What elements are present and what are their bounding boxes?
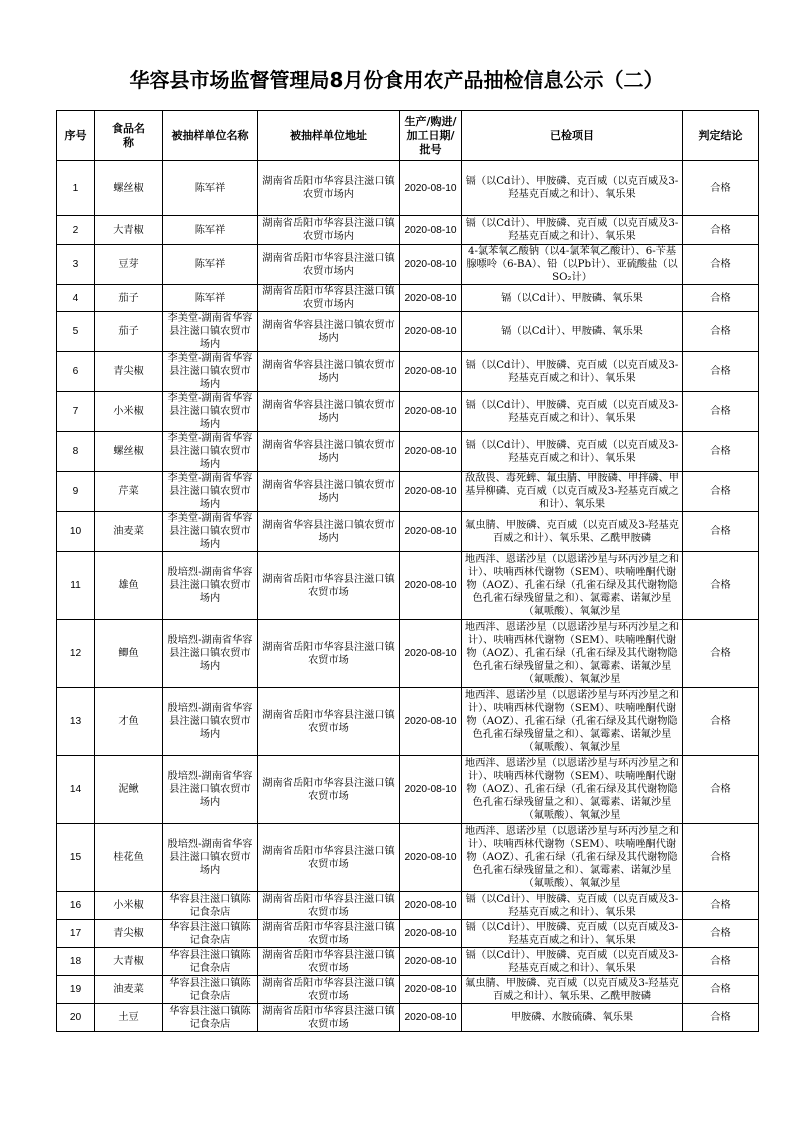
inspection-table (56, 110, 759, 1032)
cell-no: 9 (57, 472, 95, 512)
cell-food: 油麦菜 (95, 976, 163, 1004)
cell-items: 氟虫腈、甲胺磷、克百威（以克百威及3-羟基克百威之和计）、氧乐果、乙酰甲胺磷 (462, 512, 683, 552)
cell-items: 地西泮、恩诺沙星（以恩诺沙星与环丙沙星之和计）、呋喃西林代谢物（SEM）、呋喃唑酮代谢物（AOZ）、孔雀石绿（孔雀石绿及其代谢物隐色孔雀石绿残留量之和）、氯霉素、诺氟沙星（氟哌酸）、氧氟沙星 (462, 688, 683, 756)
cell-no: 15 (57, 824, 95, 892)
table-row (57, 285, 759, 312)
cell-food: 茄子 (95, 312, 163, 352)
cell-no: 8 (57, 432, 95, 472)
cell-address: 湖南省岳阳市华容县注滋口镇农贸市场 (258, 756, 400, 824)
cell-food: 青尖椒 (95, 352, 163, 392)
cell-no: 6 (57, 352, 95, 392)
cell-items: 镉（以Cd计）、甲胺磷、克百威（以克百威及3-羟基克百威之和计）、氧乐果 (462, 216, 683, 245)
cell-address: 湖南省华容县注滋口镇农贸市场内 (258, 432, 400, 472)
header-address: 被抽样单位地址 (258, 111, 400, 161)
cell-food: 鲫鱼 (95, 620, 163, 688)
cell-food: 桂花鱼 (95, 824, 163, 892)
cell-result: 合格 (683, 1004, 759, 1032)
cell-date: 2020-08-10 (400, 216, 462, 245)
table-row (57, 472, 759, 512)
cell-items: 镉（以Cd计）、甲胺磷、克百威（以克百威及3-羟基克百威之和计）、氧乐果 (462, 892, 683, 920)
cell-no: 1 (57, 161, 95, 216)
cell-address: 湖南省岳阳市华容县注滋口镇农贸市场 (258, 892, 400, 920)
table-row (57, 756, 759, 824)
cell-date: 2020-08-10 (400, 948, 462, 976)
cell-address: 湖南省岳阳市华容县注滋口镇农贸市场 (258, 552, 400, 620)
table-row (57, 312, 759, 352)
cell-no: 5 (57, 312, 95, 352)
cell-result: 合格 (683, 161, 759, 216)
cell-address: 湖南省华容县注滋口镇农贸市场内 (258, 312, 400, 352)
cell-no: 17 (57, 920, 95, 948)
cell-address: 湖南省华容县注滋口镇农贸市场内 (258, 352, 400, 392)
cell-unit: 李美堂-湖南省华容县注滋口镇农贸市场内 (163, 352, 258, 392)
cell-unit: 陈军祥 (163, 161, 258, 216)
cell-no: 4 (57, 285, 95, 312)
cell-unit: 殷培烈-湖南省华容县注滋口镇农贸市场内 (163, 756, 258, 824)
table-row (57, 392, 759, 432)
cell-unit: 殷培烈-湖南省华容县注滋口镇农贸市场内 (163, 552, 258, 620)
cell-items: 地西泮、恩诺沙星（以恩诺沙星与环丙沙星之和计）、呋喃西林代谢物（SEM）、呋喃唑酮代谢物（AOZ）、孔雀石绿（孔雀石绿及其代谢物隐色孔雀石绿残留量之和）、氯霉素、诺氟沙星（氟哌酸）、氧氟沙星 (462, 756, 683, 824)
cell-address: 湖南省岳阳市华容县注滋口镇农贸市场内 (258, 245, 400, 285)
cell-date: 2020-08-10 (400, 512, 462, 552)
cell-date: 2020-08-10 (400, 620, 462, 688)
cell-date: 2020-08-10 (400, 756, 462, 824)
cell-items: 镉（以Cd计）、甲胺磷、克百威（以克百威及3-羟基克百威之和计）、氧乐果 (462, 392, 683, 432)
cell-date: 2020-08-10 (400, 392, 462, 432)
cell-food: 芹菜 (95, 472, 163, 512)
cell-unit: 殷培烈-湖南省华容县注滋口镇农贸市场内 (163, 688, 258, 756)
cell-food: 大青椒 (95, 216, 163, 245)
cell-result: 合格 (683, 892, 759, 920)
cell-address: 湖南省岳阳市华容县注滋口镇农贸市场内 (258, 216, 400, 245)
cell-unit: 殷培烈-湖南省华容县注滋口镇农贸市场内 (163, 824, 258, 892)
cell-no: 2 (57, 216, 95, 245)
cell-date: 2020-08-10 (400, 161, 462, 216)
cell-unit: 李美堂-湖南省华容县注滋口镇农贸市场内 (163, 312, 258, 352)
table-row (57, 432, 759, 472)
table-row (57, 352, 759, 392)
cell-food: 小米椒 (95, 892, 163, 920)
cell-no: 14 (57, 756, 95, 824)
cell-address: 湖南省岳阳市华容县注滋口镇农贸市场 (258, 688, 400, 756)
cell-food: 大青椒 (95, 948, 163, 976)
cell-date: 2020-08-10 (400, 245, 462, 285)
cell-address: 湖南省岳阳市华容县注滋口镇农贸市场 (258, 1004, 400, 1032)
cell-address: 湖南省华容县注滋口镇农贸市场内 (258, 392, 400, 432)
cell-food: 小米椒 (95, 392, 163, 432)
cell-address: 湖南省岳阳市华容县注滋口镇农贸市场 (258, 976, 400, 1004)
table-row (57, 920, 759, 948)
cell-no: 3 (57, 245, 95, 285)
cell-items: 镉（以Cd计）、甲胺磷、氧乐果 (462, 285, 683, 312)
header-date: 生产/购进/加工日期/批号 (400, 111, 462, 161)
cell-food: 螺丝椒 (95, 161, 163, 216)
cell-address: 湖南省岳阳市华容县注滋口镇农贸市场 (258, 920, 400, 948)
cell-unit: 华容县注滋口镇陈记食杂店 (163, 920, 258, 948)
cell-food: 土豆 (95, 1004, 163, 1032)
cell-address: 湖南省岳阳市华容县注滋口镇农贸市场内 (258, 285, 400, 312)
table-row (57, 688, 759, 756)
cell-date: 2020-08-10 (400, 976, 462, 1004)
cell-no: 12 (57, 620, 95, 688)
cell-food: 才鱼 (95, 688, 163, 756)
header-food: 食品名称 (95, 111, 163, 161)
cell-result: 合格 (683, 552, 759, 620)
header-no: 序号 (57, 111, 95, 161)
cell-items: 镉（以Cd计）、甲胺磷、克百威（以克百威及3-羟基克百威之和计）、氧乐果 (462, 948, 683, 976)
cell-items: 镉（以Cd计）、甲胺磷、氧乐果 (462, 312, 683, 352)
table-row (57, 552, 759, 620)
cell-date: 2020-08-10 (400, 352, 462, 392)
table-row (57, 216, 759, 245)
cell-unit: 华容县注滋口镇陈记食杂店 (163, 892, 258, 920)
cell-date: 2020-08-10 (400, 688, 462, 756)
cell-result: 合格 (683, 824, 759, 892)
cell-items: 地西泮、恩诺沙星（以恩诺沙星与环丙沙星之和计）、呋喃西林代谢物（SEM）、呋喃唑酮代谢物（AOZ）、孔雀石绿（孔雀石绿及其代谢物隐色孔雀石绿残留量之和）、氯霉素、诺氟沙星（氟哌酸）、氧氟沙星 (462, 552, 683, 620)
table-row (57, 824, 759, 892)
cell-no: 16 (57, 892, 95, 920)
cell-date: 2020-08-10 (400, 432, 462, 472)
cell-result: 合格 (683, 920, 759, 948)
cell-unit: 殷培烈-湖南省华容县注滋口镇农贸市场内 (163, 620, 258, 688)
cell-address: 湖南省华容县注滋口镇农贸市场内 (258, 512, 400, 552)
table-row (57, 512, 759, 552)
cell-unit: 李美堂-湖南省华容县注滋口镇农贸市场内 (163, 432, 258, 472)
cell-result: 合格 (683, 472, 759, 512)
cell-items: 甲胺磷、水胺硫磷、氧乐果 (462, 1004, 683, 1032)
cell-result: 合格 (683, 512, 759, 552)
header-result: 判定结论 (683, 111, 759, 161)
table-row (57, 976, 759, 1004)
cell-food: 豆芽 (95, 245, 163, 285)
cell-address: 湖南省岳阳市华容县注滋口镇农贸市场 (258, 948, 400, 976)
cell-no: 10 (57, 512, 95, 552)
cell-date: 2020-08-10 (400, 824, 462, 892)
cell-address: 湖南省岳阳市华容县注滋口镇农贸市场 (258, 824, 400, 892)
cell-result: 合格 (683, 976, 759, 1004)
cell-date: 2020-08-10 (400, 312, 462, 352)
cell-result: 合格 (683, 688, 759, 756)
page-title: 华容县市场监督管理局8月份食用农产品抽检信息公示（二） (129, 68, 664, 92)
cell-food: 螺丝椒 (95, 432, 163, 472)
table-row (57, 948, 759, 976)
header-row (57, 111, 759, 161)
cell-items: 镉（以Cd计）、甲胺磷、克百威（以克百威及3-羟基克百威之和计）、氧乐果 (462, 432, 683, 472)
cell-unit: 华容县注滋口镇陈记食杂店 (163, 948, 258, 976)
cell-items: 地西泮、恩诺沙星（以恩诺沙星与环丙沙星之和计）、呋喃西林代谢物（SEM）、呋喃唑酮代谢物（AOZ）、孔雀石绿（孔雀石绿及其代谢物隐色孔雀石绿残留量之和）、氯霉素、诺氟沙星（氟哌酸）、氧氟沙星 (462, 620, 683, 688)
cell-unit: 陈军祥 (163, 285, 258, 312)
cell-result: 合格 (683, 620, 759, 688)
cell-items: 氟虫腈、甲胺磷、克百威（以克百威及3-羟基克百威之和计）、氧乐果、乙酰甲胺磷 (462, 976, 683, 1004)
cell-date: 2020-08-10 (400, 1004, 462, 1032)
cell-date: 2020-08-10 (400, 472, 462, 512)
cell-result: 合格 (683, 352, 759, 392)
cell-items: 镉（以Cd计）、甲胺磷、克百威（以克百威及3-羟基克百威之和计）、氧乐果 (462, 161, 683, 216)
cell-items: 镉（以Cd计）、甲胺磷、克百威（以克百威及3-羟基克百威之和计）、氧乐果 (462, 352, 683, 392)
cell-items: 4-氯苯氧乙酸钠（以4-氯苯氧乙酸计）、6-苄基腺嘌呤（6-BA）、铅（以Pb计）、亚硫酸盐（以SO₂计） (462, 245, 683, 285)
cell-food: 雄鱼 (95, 552, 163, 620)
cell-date: 2020-08-10 (400, 285, 462, 312)
cell-result: 合格 (683, 948, 759, 976)
cell-no: 7 (57, 392, 95, 432)
table-row (57, 245, 759, 285)
cell-result: 合格 (683, 312, 759, 352)
cell-no: 13 (57, 688, 95, 756)
cell-address: 湖南省岳阳市华容县注滋口镇农贸市场 (258, 620, 400, 688)
cell-result: 合格 (683, 245, 759, 285)
cell-address: 湖南省岳阳市华容县注滋口镇农贸市场内 (258, 161, 400, 216)
cell-address: 湖南省华容县注滋口镇农贸市场内 (258, 472, 400, 512)
cell-date: 2020-08-10 (400, 920, 462, 948)
cell-food: 油麦菜 (95, 512, 163, 552)
cell-unit: 华容县注滋口镇陈记食杂店 (163, 1004, 258, 1032)
cell-result: 合格 (683, 432, 759, 472)
cell-no: 11 (57, 552, 95, 620)
table-row (57, 161, 759, 216)
header-unit: 被抽样单位名称 (163, 111, 258, 161)
cell-unit: 李美堂-湖南省华容县注滋口镇农贸市场内 (163, 512, 258, 552)
cell-food: 茄子 (95, 285, 163, 312)
cell-date: 2020-08-10 (400, 552, 462, 620)
cell-items: 敌敌畏、毒死蜱、氟虫腈、甲胺磷、甲拌磷、甲基异柳磷、克百威（以克百威及3-羟基克百威之和计）、氧乐果 (462, 472, 683, 512)
cell-unit: 华容县注滋口镇陈记食杂店 (163, 976, 258, 1004)
cell-unit: 李美堂-湖南省华容县注滋口镇农贸市场内 (163, 392, 258, 432)
cell-result: 合格 (683, 392, 759, 432)
cell-no: 18 (57, 948, 95, 976)
cell-result: 合格 (683, 285, 759, 312)
header-items: 已检项目 (462, 111, 683, 161)
cell-unit: 陈军祥 (163, 216, 258, 245)
table-row (57, 620, 759, 688)
cell-result: 合格 (683, 756, 759, 824)
cell-unit: 陈军祥 (163, 245, 258, 285)
cell-date: 2020-08-10 (400, 892, 462, 920)
cell-food: 青尖椒 (95, 920, 163, 948)
table-row (57, 1004, 759, 1032)
cell-food: 泥鳅 (95, 756, 163, 824)
cell-items: 地西泮、恩诺沙星（以恩诺沙星与环丙沙星之和计）、呋喃西林代谢物（SEM）、呋喃唑酮代谢物（AOZ）、孔雀石绿（孔雀石绿及其代谢物隐色孔雀石绿残留量之和）、氯霉素、诺氟沙星（氟哌酸）、氧氟沙星 (462, 824, 683, 892)
cell-no: 20 (57, 1004, 95, 1032)
table-row (57, 892, 759, 920)
cell-no: 19 (57, 976, 95, 1004)
cell-unit: 李美堂-湖南省华容县注滋口镇农贸市场内 (163, 472, 258, 512)
cell-items: 镉（以Cd计）、甲胺磷、克百威（以克百威及3-羟基克百威之和计）、氧乐果 (462, 920, 683, 948)
cell-result: 合格 (683, 216, 759, 245)
